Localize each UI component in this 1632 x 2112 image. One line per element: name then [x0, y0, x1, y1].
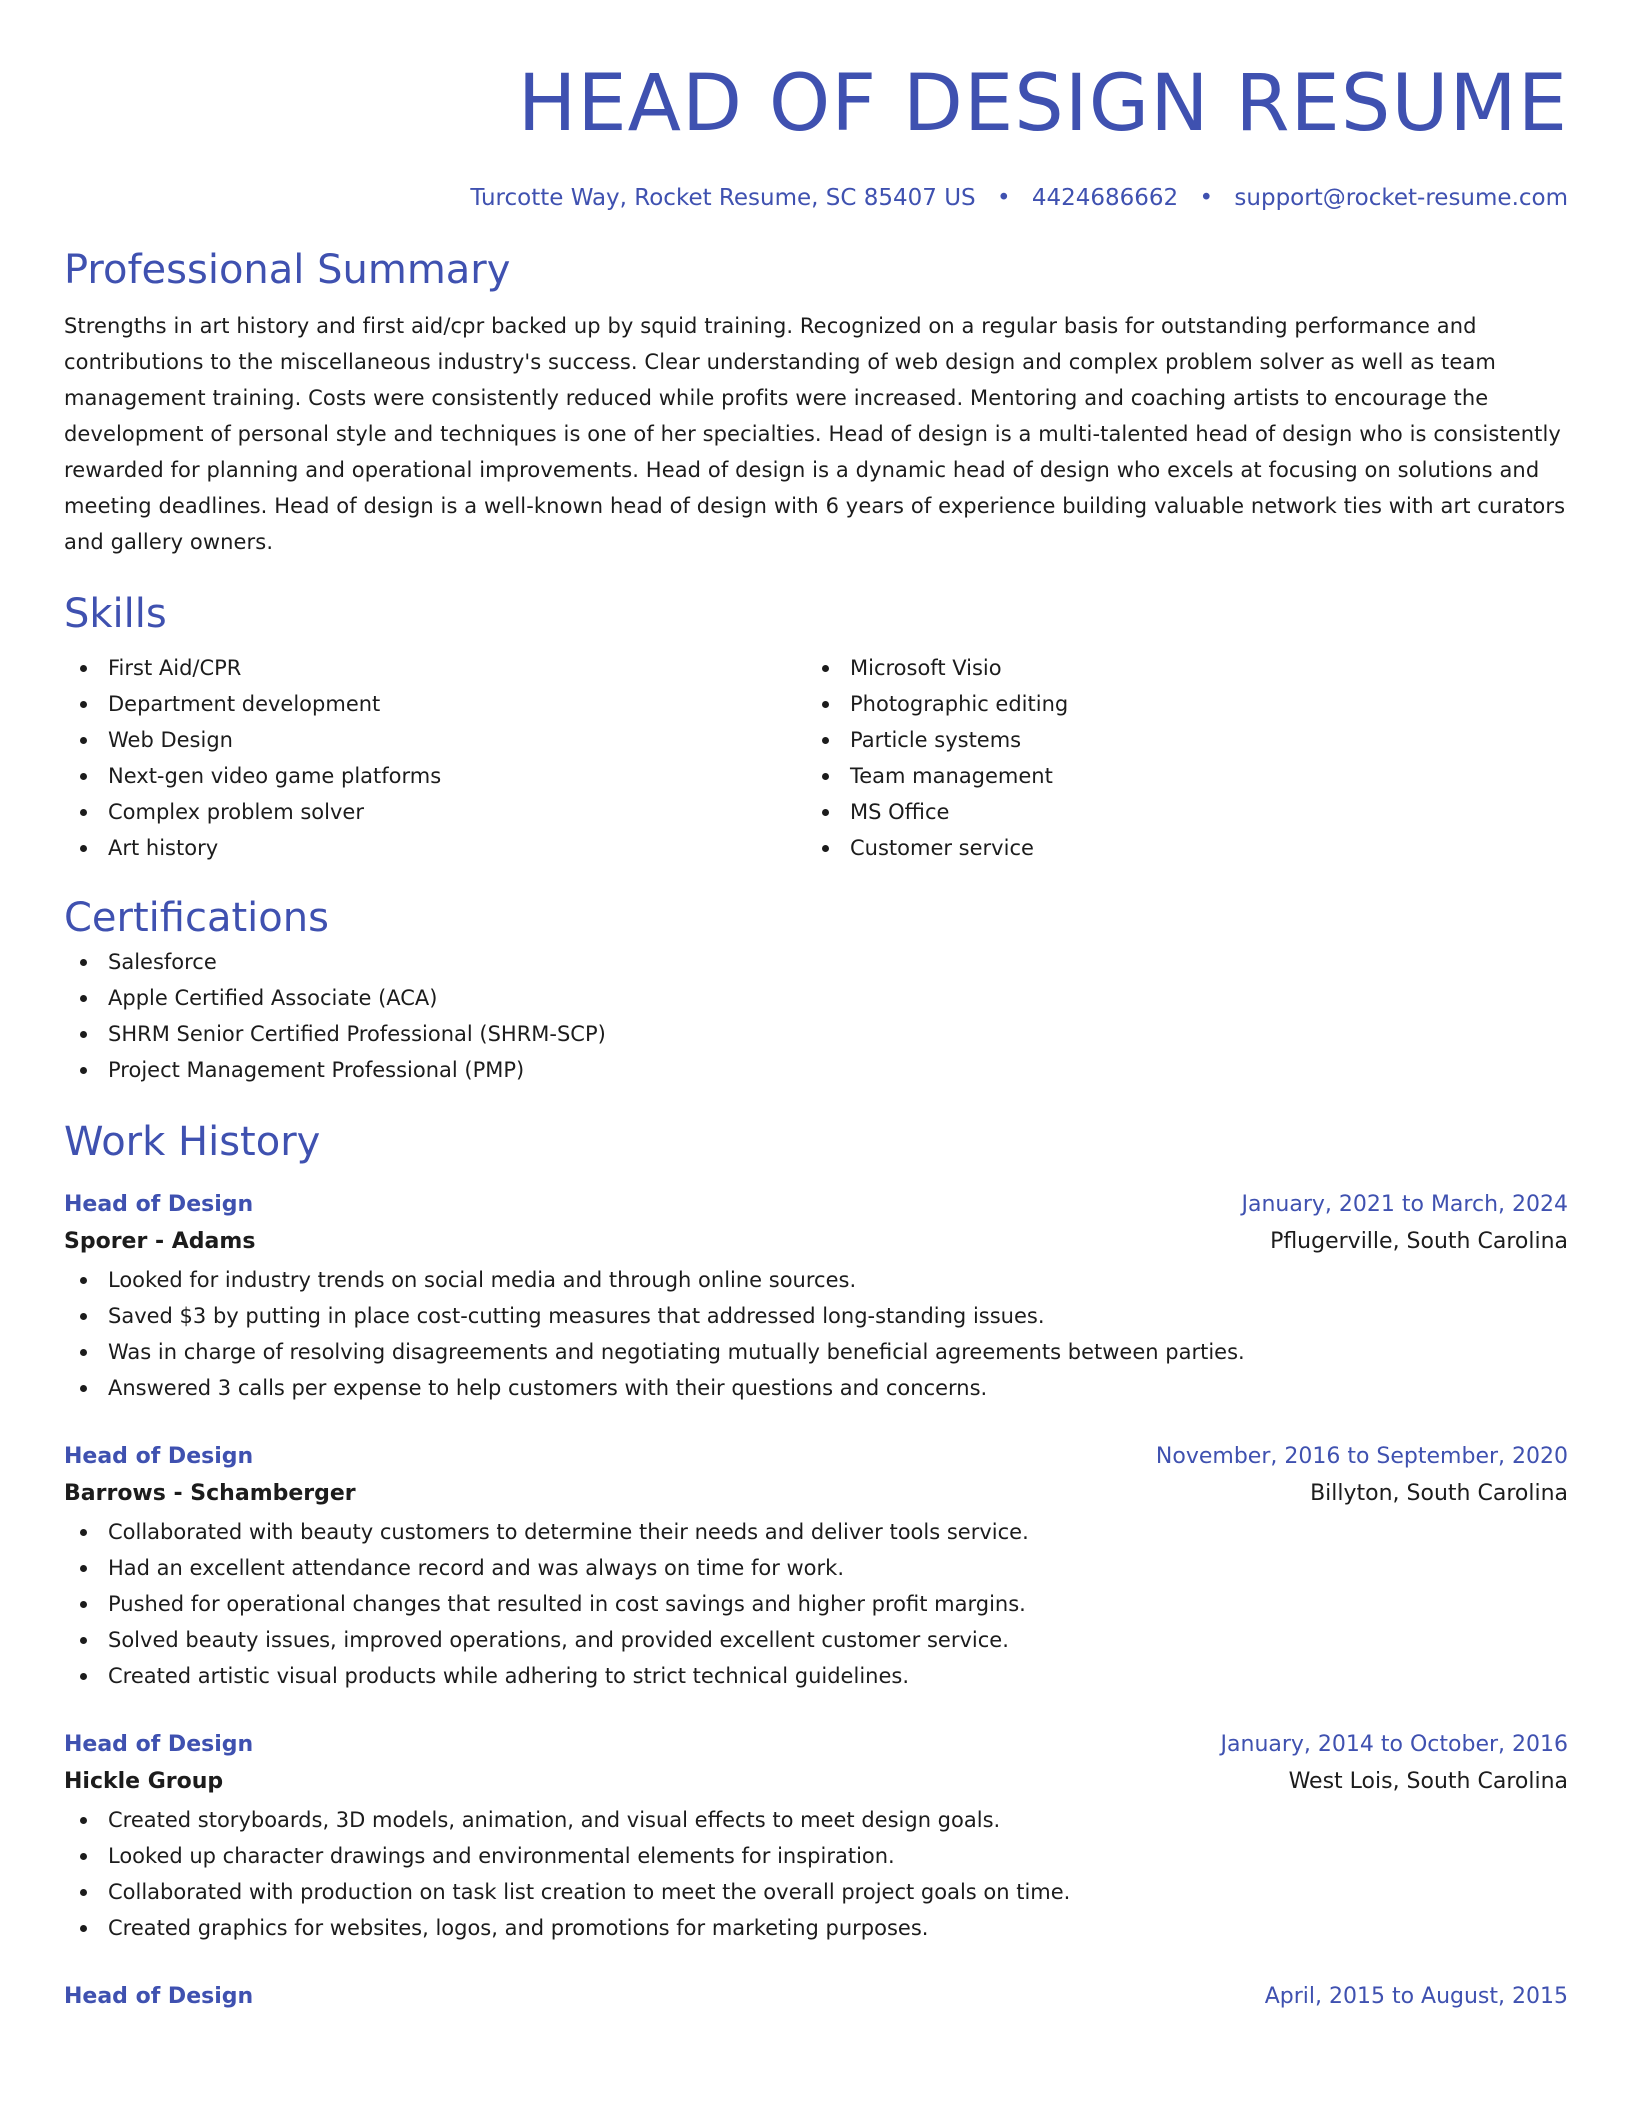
bullet-icon — [80, 1925, 87, 1932]
job-dates: January, 2021 to March, 2024 — [1241, 1192, 1568, 1217]
bullet-icon — [80, 1385, 87, 1392]
skill-item-text: Art history — [108, 836, 219, 860]
job-title: Head of Design — [64, 1732, 254, 1757]
bullet-icon — [80, 809, 87, 816]
bullet-icon — [80, 1529, 87, 1536]
certification-item-text: Salesforce — [108, 950, 217, 974]
skill-item — [64, 830, 806, 866]
job-duty-item-text: Answered 3 calls per expense to help customers with their questions and concerns. — [108, 1376, 988, 1400]
job-header-row — [64, 1440, 1568, 1474]
certification-item-text: Project Management Professional (PMP) — [108, 1058, 525, 1082]
job-company: Sporer - Adams — [64, 1229, 256, 1254]
skill-item-text: First Aid/CPR — [108, 656, 242, 680]
bullet-icon — [80, 1031, 87, 1038]
bullet-icon — [80, 665, 87, 672]
contact-separator: • — [1199, 185, 1214, 211]
job-dates: November, 2016 to September, 2020 — [1155, 1444, 1568, 1469]
bullet-icon — [80, 773, 87, 780]
certification-item — [64, 1016, 1568, 1052]
job-duty-item — [64, 1514, 1568, 1550]
job-location: West Lois, South Carolina — [1288, 1769, 1568, 1794]
bullet-icon — [80, 1817, 87, 1824]
job-duty-item-text: Pushed for operational changes that resulted in cost savings and higher profit margins. — [108, 1592, 1026, 1616]
certifications-heading: Certifications — [64, 895, 329, 941]
job-entry — [64, 1188, 1568, 1406]
skill-item-text: Microsoft Visio — [850, 656, 1002, 680]
skill-item-text: Web Design — [108, 728, 233, 752]
skills-heading: Skills — [64, 591, 167, 637]
bullet-icon — [822, 773, 829, 780]
bullet-icon — [822, 665, 829, 672]
job-duty-item — [64, 1298, 1568, 1334]
job-duty-item — [64, 1910, 1568, 1946]
job-duty-item-text: Created storyboards, 3D models, animation, and visual effects to meet design goals. — [108, 1808, 1001, 1832]
bullet-icon — [822, 809, 829, 816]
summary-paragraph: Strengths in art history and first aid/cpr backed up by squid training. Recognized on a regular basis for outstanding performance and contributions to the miscellaneous industry's success. Clear understanding of web design and complex problem solver as well as team management training. Costs were consistently reduced while profits were increased. Mentoring and coaching artists to encourage the development of personal style and techniques is one of her specialties. Head of design is a multi-talented head of design who is consistently rewarded for planning and operational improvements. Head of design is a dynamic head of design who excels at focusing on solutions and meeting deadlines. Head of design is a well-known head of design with 6 years of experience building valuable network ties with art curators and gallery owners. — [64, 314, 1566, 554]
job-duties-list — [64, 1262, 1568, 1406]
bullet-icon — [80, 1637, 87, 1644]
bullet-icon — [80, 1349, 87, 1356]
job-duty-item — [64, 1370, 1568, 1406]
job-duty-item-text: Looked up character drawings and environmental elements for inspiration. — [108, 1844, 895, 1868]
bullet-icon — [80, 1673, 87, 1680]
skill-item-text: Complex problem solver — [108, 800, 364, 824]
job-company-row — [64, 1762, 1568, 1802]
contact-separator: • — [996, 185, 1011, 211]
job-company: Barrows - Schamberger — [64, 1481, 356, 1506]
skill-item — [806, 794, 1548, 830]
job-dates: April, 2015 to August, 2015 — [1264, 1984, 1568, 2009]
job-duty-item-text: Created graphics for websites, logos, and promotions for marketing purposes. — [108, 1916, 929, 1940]
job-duty-item — [64, 1802, 1568, 1838]
job-entry — [64, 1440, 1568, 1694]
bullet-icon — [822, 737, 829, 744]
job-duty-item-text: Saved $3 by putting in place cost-cutting measures that addressed long-standing issues. — [108, 1304, 1045, 1328]
job-header-row — [64, 1188, 1568, 1222]
bullet-icon — [80, 737, 87, 744]
bullet-icon — [80, 1067, 87, 1074]
job-duty-item — [64, 1838, 1568, 1874]
skill-item-text: Department development — [108, 692, 381, 716]
job-title: Head of Design — [64, 1192, 254, 1217]
job-title: Head of Design — [64, 1984, 254, 2009]
bullet-icon — [80, 1565, 87, 1572]
job-header-row — [64, 1980, 1568, 2014]
bullet-icon — [80, 1601, 87, 1608]
skill-item — [806, 686, 1548, 722]
skill-item — [806, 722, 1548, 758]
summary-heading: Professional Summary — [64, 247, 511, 293]
contact-phone: 4424686662 — [1031, 185, 1179, 211]
skill-item-text: Photographic editing — [850, 692, 1069, 716]
job-company: Hickle Group — [64, 1769, 224, 1794]
job-duty-item-text: Looked for industry trends on social media and through online sources. — [108, 1268, 857, 1292]
job-location: Billyton, South Carolina — [1310, 1481, 1568, 1506]
job-duties-list — [64, 1514, 1568, 1694]
job-company-row — [64, 1474, 1568, 1514]
job-duty-item — [64, 1622, 1568, 1658]
bullet-icon — [80, 845, 87, 852]
certification-item — [64, 980, 1568, 1016]
work-history-heading: Work History — [64, 1119, 321, 1165]
bullet-icon — [80, 1853, 87, 1860]
resume-title: HEAD OF DESIGN RESUME — [517, 59, 1568, 149]
job-duty-item-text: Had an excellent attendance record and was always on time for work. — [108, 1556, 845, 1580]
job-entry — [64, 1728, 1568, 1946]
resume-page — [64, 0, 1568, 2014]
job-duty-item-text: Created artistic visual products while adhering to strict technical guidelines. — [108, 1664, 909, 1688]
certification-item — [64, 944, 1568, 980]
skill-item — [64, 758, 806, 794]
skill-item — [64, 794, 806, 830]
skill-item-text: Customer service — [850, 836, 1034, 860]
bullet-icon — [80, 995, 87, 1002]
job-duty-item — [64, 1658, 1568, 1694]
skill-item-text: Next-gen video game platforms — [108, 764, 442, 788]
bullet-icon — [80, 1277, 87, 1284]
job-duty-item — [64, 1874, 1568, 1910]
skill-item-text: Particle systems — [850, 728, 1022, 752]
job-entry — [64, 1980, 1568, 2014]
skills-column-right — [806, 650, 1548, 866]
work-history-list — [64, 1188, 1568, 2014]
bullet-icon — [80, 701, 87, 708]
skill-item — [806, 830, 1548, 866]
certification-item-text: Apple Certified Associate (ACA) — [108, 986, 438, 1010]
job-duty-item — [64, 1334, 1568, 1370]
skill-item-text: Team management — [850, 764, 1053, 788]
bullet-icon — [80, 1889, 87, 1896]
certification-item-text: SHRM Senior Certified Professional (SHRM-SCP) — [108, 1022, 606, 1046]
contact-line — [64, 182, 1568, 214]
job-title: Head of Design — [64, 1444, 254, 1469]
job-duty-item — [64, 1586, 1568, 1622]
job-duty-item-text: Collaborated with beauty customers to determine their needs and deliver tools service. — [108, 1520, 1029, 1544]
skill-item-text: MS Office — [850, 800, 950, 824]
certifications-list — [64, 944, 1568, 1088]
skills-list — [64, 650, 1568, 866]
bullet-icon — [80, 959, 87, 966]
skill-item — [64, 686, 806, 722]
certification-item — [64, 1052, 1568, 1088]
job-duty-item-text: Solved beauty issues, improved operations, and provided excellent customer service. — [108, 1628, 1009, 1652]
contact-email: support@rocket-resume.com — [1234, 185, 1568, 211]
job-duties-list — [64, 1802, 1568, 1946]
contact-address: Turcotte Way, Rocket Resume, SC 85407 US — [470, 185, 976, 211]
bullet-icon — [822, 701, 829, 708]
skills-column-left — [64, 650, 806, 866]
skill-item — [64, 650, 806, 686]
job-duty-item-text: Collaborated with production on task list creation to meet the overall project goals on time. — [108, 1880, 1071, 1904]
job-duty-item — [64, 1550, 1568, 1586]
job-location: Pflugerville, South Carolina — [1270, 1229, 1568, 1254]
bullet-icon — [80, 1313, 87, 1320]
skill-item — [64, 722, 806, 758]
skill-item — [806, 758, 1548, 794]
job-duty-item-text: Was in charge of resolving disagreements and negotiating mutually beneficial agreements between parties. — [108, 1340, 1245, 1364]
bullet-icon — [822, 845, 829, 852]
job-header-row — [64, 1728, 1568, 1762]
job-duty-item — [64, 1262, 1568, 1298]
skill-item — [806, 650, 1548, 686]
job-dates: January, 2014 to October, 2016 — [1220, 1732, 1568, 1757]
job-company-row — [64, 1222, 1568, 1262]
